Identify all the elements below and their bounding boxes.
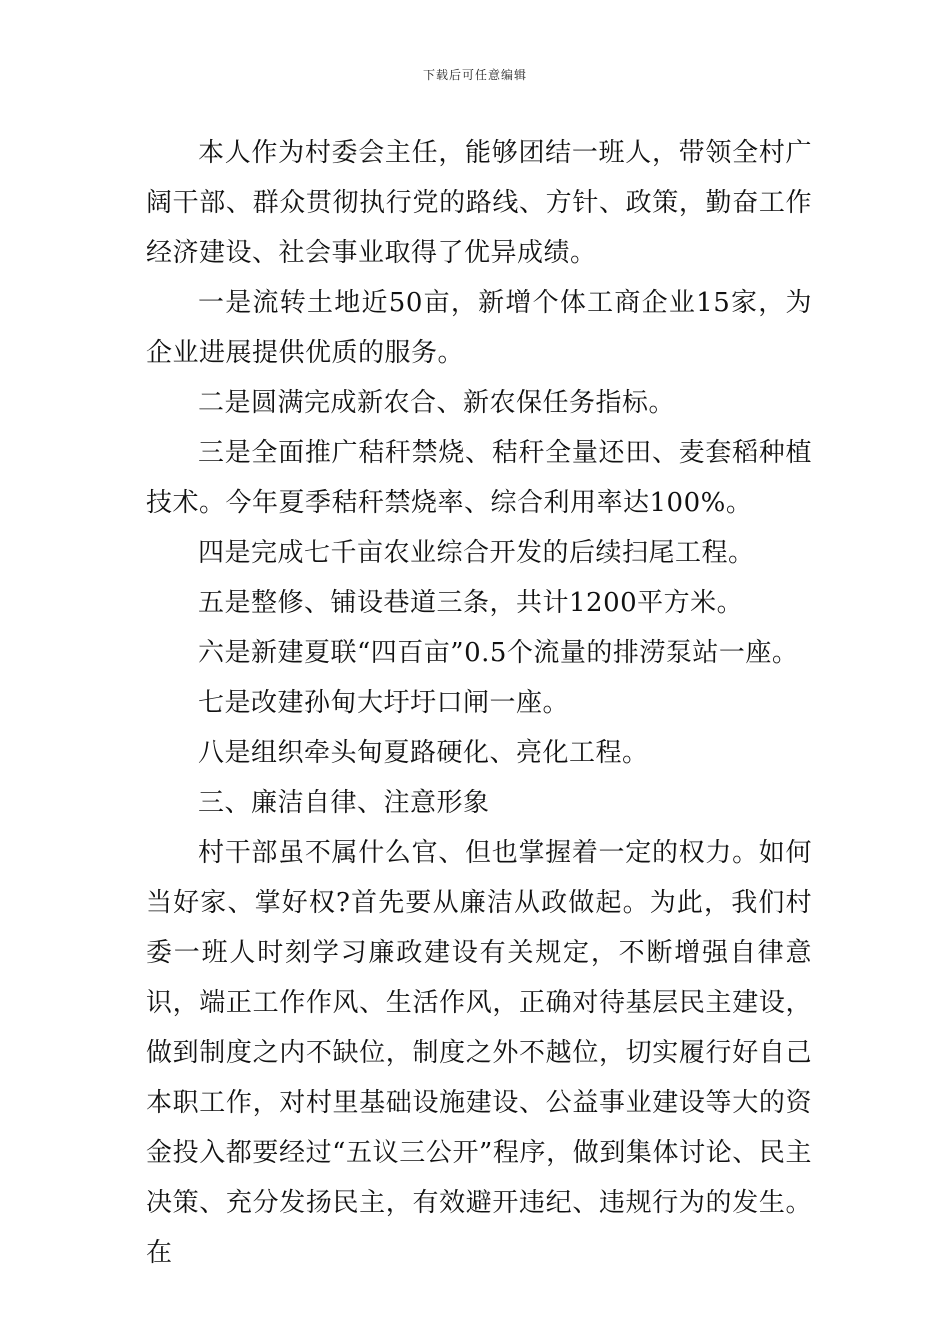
- paragraph-item-7: 七是改建孙甸大圩圩口闸一座。: [198, 688, 570, 718]
- paragraph-item-2: 二是圆满完成新农合、新农保任务指标。: [198, 388, 676, 418]
- paragraph-intro: 本人作为村委会主任，能够团结一班人，带领全村广阔干部、群众贯彻执行党的路线、方针、政策，勤奋工作经济建设、社会事业取得了优异成绩。: [146, 138, 812, 268]
- header-note: 下载后可任意编辑: [422, 68, 527, 82]
- paragraph-item-3: 三是全面推广秸秆禁烧、秸秆全量还田、麦套稻种植技术。今年夏季秸秆禁烧率、综合利用率达100%。: [146, 438, 812, 518]
- section-heading: 三、廉洁自律、注意形象: [198, 788, 490, 818]
- paragraph-item-1: 一是流转土地近50亩，新增个体工商企业15家，为企业进展提供优质的服务。: [146, 288, 812, 368]
- document-body: [146, 128, 812, 1278]
- paragraph-item-8: 八是组织牵头甸夏路硬化、亮化工程。: [198, 738, 649, 768]
- paragraph-integrity: 村干部虽不属什么官、但也掌握着一定的权力。如何当好家、掌好权?首先要从廉洁从政做起。为此，我们村委一班人时刻学习廉政建设有关规定，不断增强自律意识，端正工作作风、生活作风，正确对待基层民主建设，做到制度之内不缺位，制度之外不越位，切实履行好自己本职工作，对村里基础设施建设、公益事业建设等大的资金投入都要经过“五议三公开”程序，做到集体讨论、民主决策、充分发扬民主，有效避开违纪、违规行为的发生。在: [146, 838, 812, 1268]
- paragraph-item-5: 五是整修、铺设巷道三条，共计1200平方米。: [198, 588, 744, 618]
- paragraph-item-4: 四是完成七千亩农业综合开发的后续扫尾工程。: [198, 538, 755, 568]
- paragraph-item-6: 六是新建夏联“四百亩”0.5个流量的排涝泵站一座。: [198, 638, 799, 668]
